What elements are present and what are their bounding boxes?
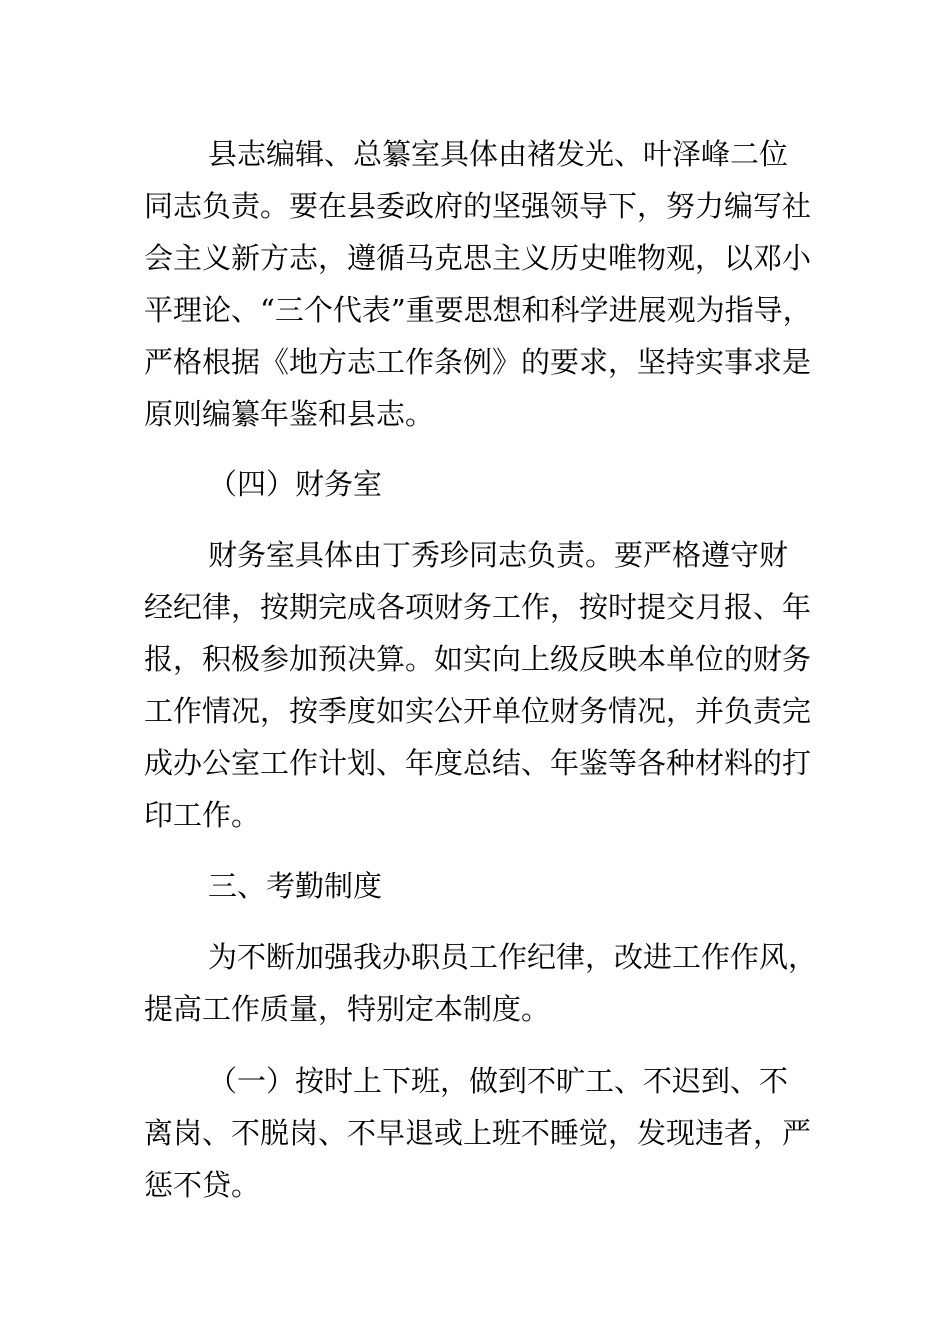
paragraph-6-line-3: 惩不贷。 — [144, 1168, 261, 1202]
paragraph-1-line-6: 原则编纂年鉴和县志。 — [144, 397, 435, 431]
paragraph-3-line-5: 成办公室工作计划、年度总结、年鉴等各种材料的打 — [144, 746, 812, 780]
paragraph-3-line-1: 财务室具体由丁秀珍同志负责。要严格遵守财 — [208, 538, 789, 572]
paragraph-3-line-3: 报，积极参加预决算。如实向上级反映本单位的财务 — [144, 642, 812, 676]
paragraph-1-line-1: 县志编辑、总纂室具体由褚发光、叶泽峰二位 — [208, 137, 789, 171]
paragraph-6-line-2: 离岗、不脱岗、不早退或上班不睡觉，发现违者，严 — [144, 1116, 812, 1150]
paragraph-3-line-2: 经纪律，按期完成各项财务工作，按时提交月报、年 — [144, 590, 812, 624]
paragraph-5-line-2: 提高工作质量，特别定本制度。 — [144, 992, 551, 1026]
paragraph-1-line-4: 平理论、“三个代表”重要思想和科学进展观为指导， — [144, 293, 812, 327]
section-heading-attendance: 三、考勤制度 — [208, 869, 383, 903]
paragraph-3-line-4: 工作情况，按季度如实公开单位财务情况，并负责完 — [144, 694, 812, 728]
paragraph-5-line-1: 为不断加强我办职员工作纪律，改进工作作风， — [208, 940, 818, 974]
paragraph-3-line-6: 印工作。 — [144, 798, 261, 832]
paragraph-1-line-2: 同志负责。要在县委政府的坚强领导下，努力编写社 — [144, 189, 812, 223]
paragraph-6-line-1: （一）按时上下班，做到不旷工、不迟到、不 — [208, 1064, 789, 1098]
paragraph-1-line-5: 严格根据《地方志工作条例》的要求，坚持实事求是 — [144, 345, 812, 379]
section-heading-finance: （四）财务室 — [208, 467, 383, 501]
paragraph-1-line-3: 会主义新方志，遵循马克思主义历史唯物观，以邓小 — [144, 241, 812, 275]
